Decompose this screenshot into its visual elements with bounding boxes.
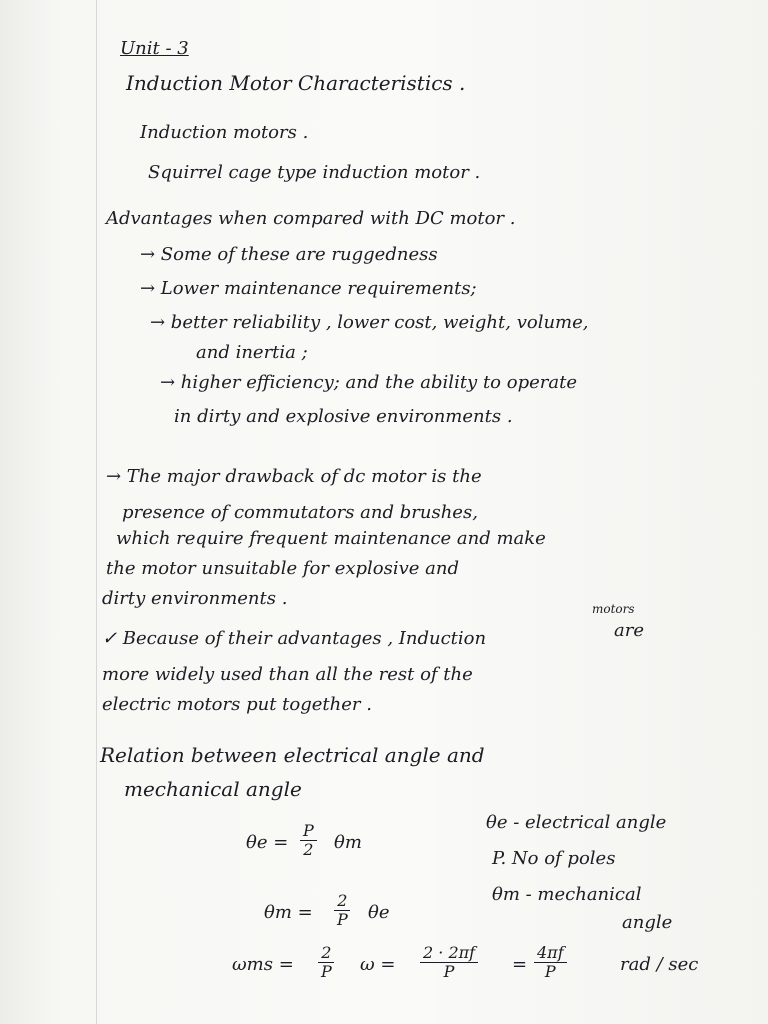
- drawback-line: the motor unsuitable for explosive and: [106, 558, 460, 579]
- because-line: electric motors put together .: [102, 694, 372, 715]
- eq2-fraction: [334, 892, 351, 929]
- advantage-item: → Some of these are ruggedness: [140, 244, 438, 265]
- unit-heading: Unit - 3: [120, 38, 189, 59]
- drawback-line: dirty environments .: [102, 588, 288, 609]
- eq2-lhs: θm =: [264, 902, 313, 923]
- eq1-fraction: [300, 822, 317, 859]
- because-line: ✓ Because of their advantages , Induction: [102, 628, 487, 649]
- drawback-line: → The major drawback of dc motor is the: [106, 466, 482, 487]
- advantage-item: → Lower maintenance requirements;: [140, 278, 477, 299]
- subheading: Induction motors .: [140, 122, 309, 143]
- eq3-fraction-2: [420, 944, 478, 981]
- relation-heading: mechanical angle: [124, 777, 302, 801]
- inserted-word: motors: [592, 602, 635, 616]
- because-line: more widely used than all the rest of the: [102, 664, 473, 685]
- drawback-line: which require frequent maintenance and make: [116, 528, 546, 549]
- advantage-item: and inertia ;: [196, 342, 308, 363]
- eq3-lhs: ωms =: [232, 954, 294, 975]
- eq3-f1-numerator: 2: [318, 944, 334, 963]
- eq1-numerator: P: [300, 822, 317, 841]
- eq3-f2-denominator: P: [443, 962, 455, 981]
- eq3-middle: ω =: [360, 954, 396, 975]
- eq3-f3-numerator: 4πf: [534, 944, 567, 963]
- advantage-item: → higher efficiency; and the ability to operate: [160, 372, 577, 393]
- advantage-item: in dirty and explosive environments .: [174, 406, 513, 427]
- eq3-equals: =: [512, 954, 528, 975]
- legend-item: angle: [622, 912, 673, 933]
- chapter-title: Induction Motor Characteristics .: [126, 71, 466, 95]
- legend-item: P. No of poles: [492, 848, 616, 869]
- eq2-rhs: θe: [368, 902, 390, 923]
- advantages-heading: Advantages when compared with DC motor .: [106, 208, 516, 229]
- eq2-numerator: 2: [334, 892, 350, 911]
- eq3-f3-denominator: P: [544, 962, 556, 981]
- legend-item: θm - mechanical: [492, 884, 642, 905]
- margin-line: [96, 0, 97, 1024]
- eq3-fraction-1: [318, 944, 335, 981]
- drawback-line: presence of commutators and brushes,: [122, 502, 478, 523]
- legend-item: θe - electrical angle: [486, 812, 667, 833]
- eq3-f2-numerator: 2 · 2πf: [420, 944, 478, 963]
- eq1-lhs: θe =: [246, 832, 289, 853]
- eq3-unit: rad / sec: [620, 954, 699, 975]
- relation-heading: Relation between electrical angle and: [100, 743, 485, 767]
- because-line: are: [614, 620, 644, 641]
- sub-subheading: Squirrel cage type induction motor .: [148, 162, 481, 183]
- advantage-item: → better reliability , lower cost, weight, volume,: [150, 312, 589, 333]
- eq1-denominator: 2: [303, 840, 314, 859]
- eq3-fraction-3: [534, 944, 567, 981]
- eq3-f1-denominator: P: [321, 962, 332, 981]
- eq2-denominator: P: [337, 910, 348, 929]
- eq1-rhs: θm: [334, 832, 362, 853]
